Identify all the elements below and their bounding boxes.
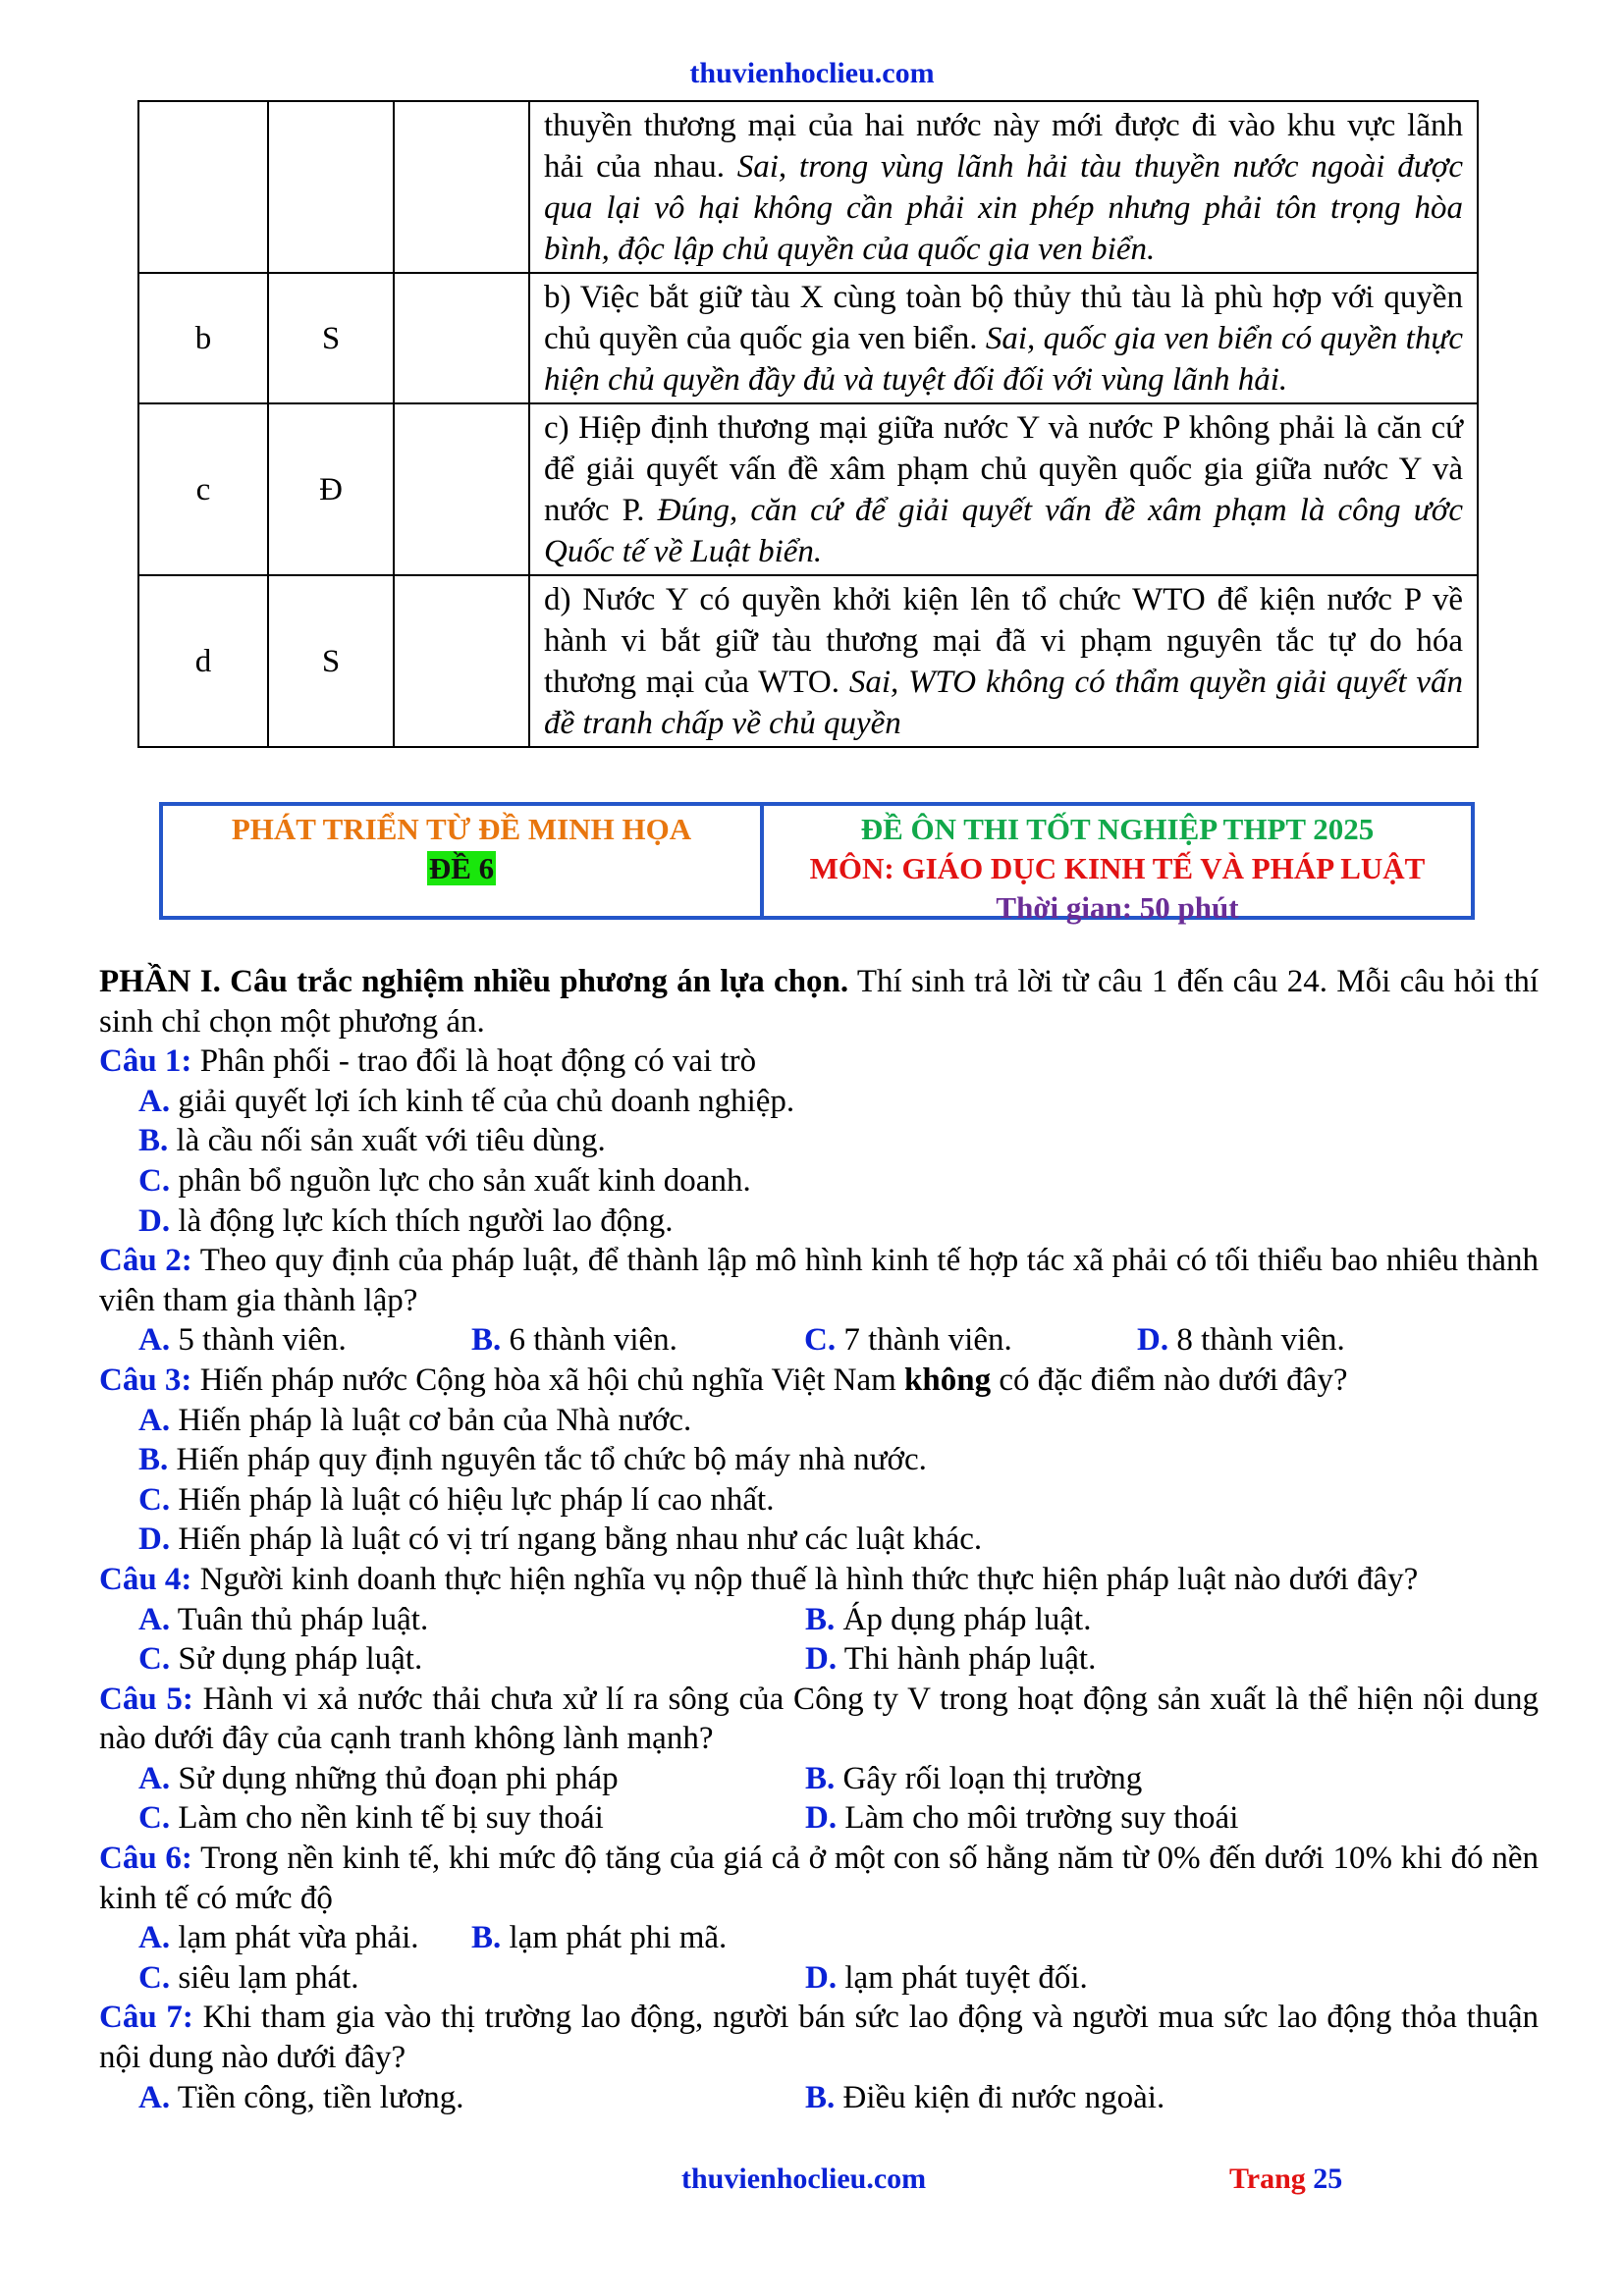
question-stem: Câu 6: Trong nền kinh tế, khi mức độ tăng của giá cả ở một con số hằng năm từ 0% đến dưới 10% khi đó nền kinh tế có mức độ [99, 1841, 1539, 1916]
answer-option: A. Tuân thủ pháp luật. [138, 1601, 429, 1637]
answer-options-row [99, 1958, 1539, 1999]
answer-option: A. 5 thành viên. [138, 1322, 347, 1359]
table-cell-answer: S [268, 273, 394, 403]
answer-option: D. Làm cho môi trường suy thoái [805, 1800, 1239, 1837]
answer-option: C. Sử dụng pháp luật. [138, 1641, 423, 1678]
answer-option: B. Gây rối loạn thị trường [805, 1760, 1143, 1796]
question-stem: Câu 2: Theo quy định của pháp luật, để thành lập mô hình kinh tế hợp tác xã phải có tối thiểu bao nhiêu thành viên tham gia thành lập? [99, 1243, 1539, 1318]
answer-options-row [99, 1918, 1539, 1958]
exam-header-right [764, 806, 1471, 925]
table-cell-text: b) Việc bắt giữ tàu X cùng toàn bộ thủy thủ tàu là phù hợp với quyền chủ quyền của quốc gia ven biển. Sai, quốc gia ven biển có quyền thực hiện chủ quyền đầy đủ và tuyệt đối đối với vùng lãnh hải. [529, 273, 1478, 403]
answer-options-row [99, 1639, 1539, 1680]
answer-option: D. Hiến pháp là luật có vị trí ngang bằng nhau như các luật khác. [138, 1522, 983, 1558]
table-cell-note: Đúng, căn cứ để giải quyết vấn đề xâm phạm là công ước Quốc tế về Luật biển. [544, 493, 1463, 569]
exam-header-box [159, 802, 1475, 925]
answer-option: C. Làm cho nền kinh tế bị suy thoái [138, 1800, 604, 1837]
question-stem: Câu 5: Hành vi xả nước thải chưa xử lí ra sông của Công ty V trong hoạt động sản xuất là thể hiện nội dung nào dưới đây của cạnh tranh không lành mạnh? [99, 1681, 1539, 1757]
table-cell-note: Sai, WTO không có thẩm quyền giải quyết vấn đề tranh chấp về chủ quyền [544, 665, 1463, 741]
answer-options-row [99, 1600, 1539, 1640]
answer-option: C. siêu lạm phát. [138, 1959, 359, 1996]
exam-subject: MÔN: GIÁO DỤC KINH TẾ VÀ PHÁP LUẬT [809, 851, 1426, 885]
exam-number: ĐỀ 6 [428, 851, 495, 885]
question-stem: Câu 1: Phân phối - trao đổi là hoạt động có vai trò [99, 1043, 757, 1080]
table-cell-letter [138, 101, 268, 273]
page-footer [0, 2163, 1624, 2202]
answer-option: B. Áp dụng pháp luật. [805, 1601, 1092, 1637]
answer-options-row [99, 1798, 1539, 1839]
part-instruction: Thí sinh trả lời từ câu 1 đến câu 24. Mỗi câu hỏi thí sinh chỉ chọn một phương án. [99, 964, 1540, 1040]
exam-header-left [163, 806, 764, 916]
answer-option: D. 8 thành viên. [1137, 1322, 1345, 1359]
answer-option: C. 7 thành viên. [804, 1322, 1012, 1359]
answer-options-row [99, 2078, 1539, 2118]
answer-option: A. Tiền công, tiền lương. [138, 2079, 464, 2115]
answer-option: D. lạm phát tuyệt đối. [805, 1959, 1088, 1996]
answer-option: B. Hiến pháp quy định nguyên tắc tổ chức bộ máy nhà nước. [138, 1442, 927, 1478]
answer-option: C. Hiến pháp là luật có hiệu lực pháp lí cao nhất. [138, 1481, 775, 1518]
answer-options-row [99, 1759, 1539, 1799]
question-stem: Câu 3: Hiến pháp nước Cộng hòa xã hội chủ nghĩa Việt Nam không có đặc điểm nào dưới đây? [99, 1362, 1348, 1398]
table-cell-answer: Đ [268, 403, 394, 575]
question-label: Câu 2: [99, 1243, 192, 1279]
table-row [138, 403, 1478, 575]
table-row [138, 273, 1478, 403]
answer-option: C. phân bổ nguồn lực cho sản xuất kinh doanh. [138, 1162, 751, 1199]
part-title: PHẦN I. Câu trắc nghiệm nhiều phương án lựa chọn. [99, 964, 849, 999]
question-label: Câu 6: [99, 1841, 192, 1877]
page-number: Trang 25 [1229, 2163, 1343, 2195]
question-label: Câu 5: [99, 1681, 193, 1717]
answer-option: B. lạm phát phi mã. [471, 1920, 728, 1956]
answer-option: A. lạm phát vừa phải. [138, 1920, 419, 1956]
answer-option: A. Sử dụng những thủ đoạn phi pháp [138, 1760, 619, 1796]
question-label: Câu 4: [99, 1561, 192, 1597]
footer-site-name: thuvienhoclieu.com [681, 2163, 927, 2195]
table-cell-letter: b [138, 273, 268, 403]
question-label: Câu 3: [99, 1362, 192, 1398]
answer-table [137, 100, 1479, 748]
answer-option: B. là cầu nối sản xuất với tiêu dùng. [138, 1123, 606, 1159]
table-cell-answer: S [268, 575, 394, 747]
question-content [99, 962, 1539, 2117]
question-label: Câu 7: [99, 2000, 193, 2036]
table-row [138, 101, 1478, 273]
table-cell-text: d) Nước Y có quyền khởi kiện lên tổ chức WTO để kiện nước P về hành vi bắt giữ tàu thương mại đã vi phạm nguyên tắc tự do hóa thương mại của WTO. Sai, WTO không có thẩm quyền giải quyết vấn đề tranh chấp về chủ quyền [529, 575, 1478, 747]
answer-option: A. Hiến pháp là luật cơ bản của Nhà nước. [138, 1402, 692, 1438]
answer-options-row [99, 1320, 1539, 1361]
table-row [138, 575, 1478, 747]
answer-option: D. là động lực kích thích người lao động. [138, 1202, 674, 1239]
answer-option: A. giải quyết lợi ích kinh tế của chủ doanh nghiệp. [138, 1083, 795, 1119]
exam-duration: Thời gian: 50 phút [996, 890, 1239, 925]
part-heading [99, 962, 1539, 1041]
table-cell-note: Sai, quốc gia ven biển có quyền thực hiện chủ quyền đầy đủ và tuyệt đối đối với vùng lãnh hải. [544, 321, 1463, 398]
table-cell-text: c) Hiệp định thương mại giữa nước Y và nước P không phải là căn cứ để giải quyết vấn đề xâm phạm chủ quyền quốc gia giữa nước Y và nước P. Đúng, căn cứ để giải quyết vấn đề xâm phạm là công ước Quốc tế về Luật biển. [529, 403, 1478, 575]
question-stem: Câu 4: Người kinh doanh thực hiện nghĩa vụ nộp thuế là hình thức thực hiện pháp luật nào dưới đây? [99, 1561, 1419, 1597]
question-label: Câu 1: [99, 1043, 192, 1080]
exam-title: ĐỀ ÔN THI TỐT NGHIỆP THPT 2025 [860, 812, 1375, 846]
answer-option: D. Thi hành pháp luật. [805, 1641, 1097, 1678]
table-cell-note: Sai, trong vùng lãnh hải tàu thuyền nước ngoài được qua lại vô hại không cần phải xin phép nhưng phải tôn trọng hòa bình, độc lập chủ quyền của quốc gia ven biển. [544, 149, 1463, 267]
answer-option: B. Điều kiện đi nước ngoài. [805, 2079, 1165, 2115]
header-site-name: thuvienhoclieu.com [689, 57, 935, 89]
table-cell-answer [268, 101, 394, 273]
table-cell-letter: c [138, 403, 268, 575]
answer-option: B. 6 thành viên. [471, 1322, 677, 1359]
exam-source-title: PHÁT TRIỂN TỪ ĐỀ MINH HỌA [231, 812, 692, 846]
table-cell-text: thuyền thương mại của hai nước này mới được đi vào khu vực lãnh hải của nhau. Sai, trong vùng lãnh hải tàu thuyền nước ngoài được qua lại vô hại không cần phải xin phép nhưng phải tôn trọng hòa bình, độc lập chủ quyền của quốc gia ven biển. [529, 101, 1478, 273]
question-stem: Câu 7: Khi tham gia vào thị trường lao động, người bán sức lao động và người mua sức lao động thỏa thuận nội dung nào dưới đây? [99, 2000, 1539, 2076]
table-cell-letter: d [138, 575, 268, 747]
